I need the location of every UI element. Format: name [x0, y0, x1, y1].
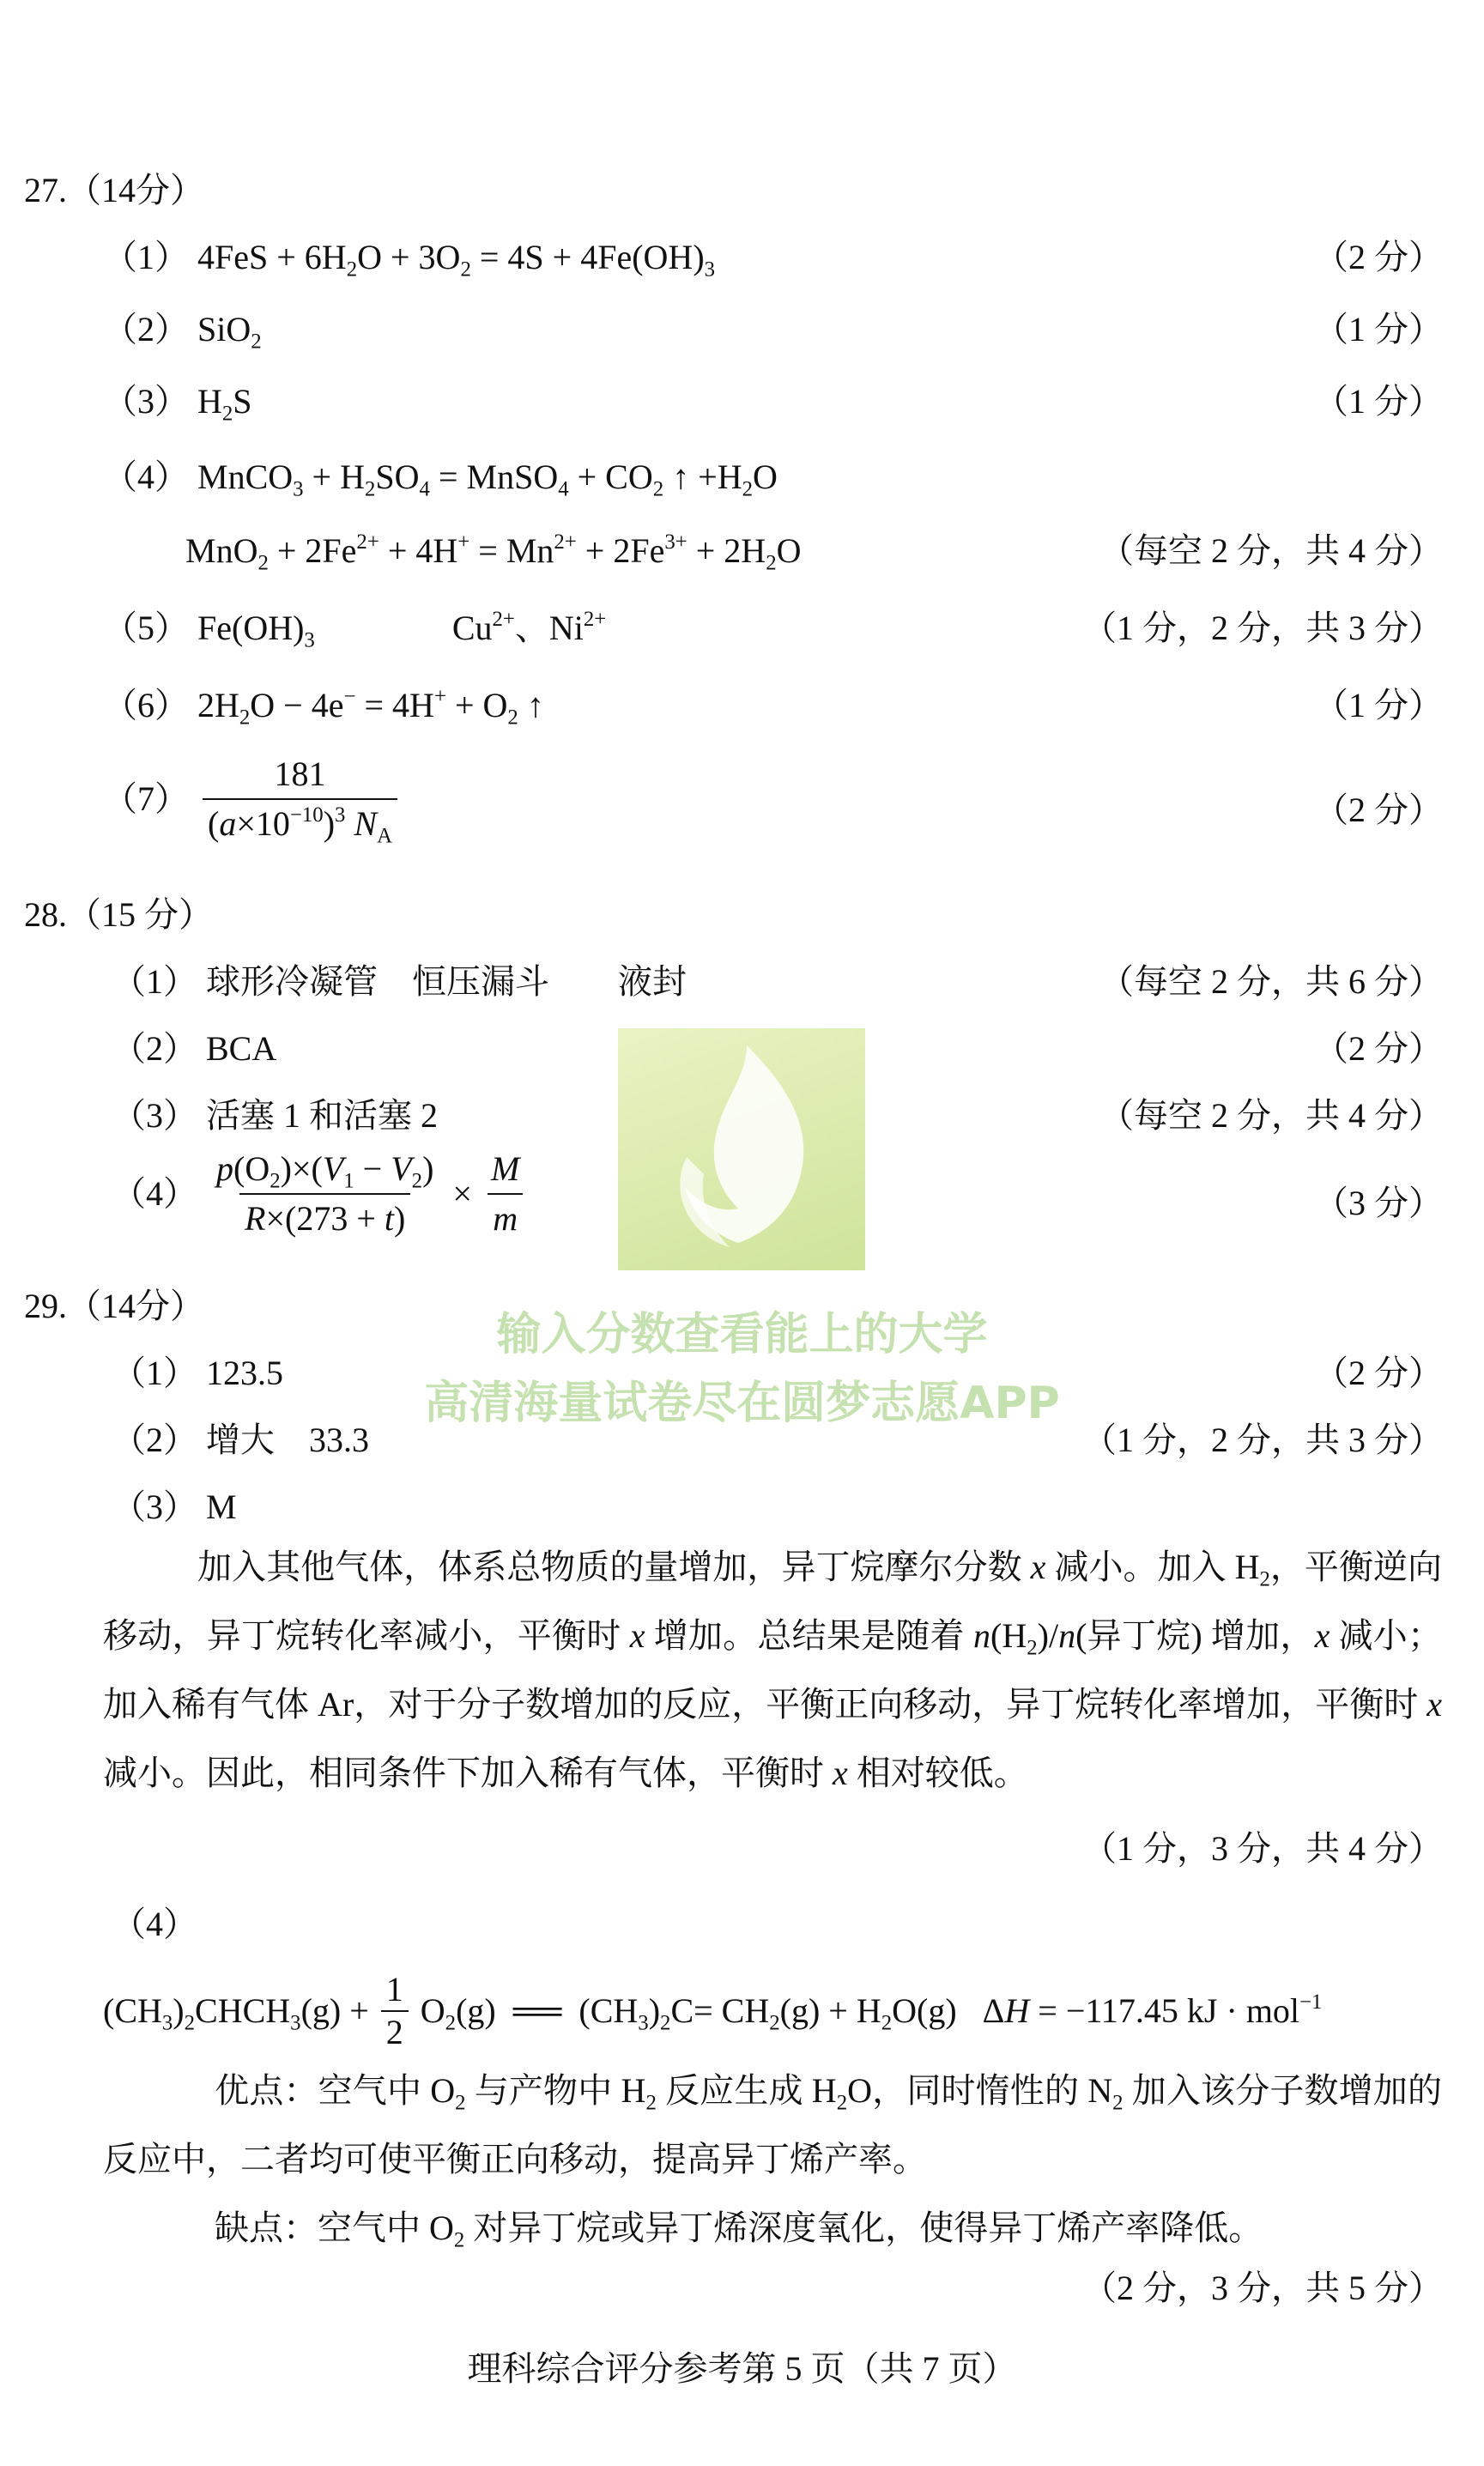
- q29-item-3-label: （3）: [112, 1487, 197, 1526]
- q29-item-2: [112, 1421, 369, 1459]
- watermark-line-1: 输入分数查看能上的大学: [496, 1309, 988, 1360]
- q28-item-3-label: （3）: [112, 1096, 197, 1135]
- q27-item-4-points: （每空 2 分，共 4 分）: [1099, 531, 1443, 570]
- q29-item-1-answer: 123.5: [206, 1354, 283, 1392]
- q28-item-4-fraction-2: $\frac{M}{m}$: [486, 1150, 524, 1238]
- q27-item-3-answer: $H_2S$: [197, 382, 252, 426]
- q27-item-4-equation-2: $MnO_2 + 2Fe^{2+} + 4H^+ = Mn^{2+} + 2Fe^{3+} + 2H_2O$: [185, 530, 802, 575]
- watermark-line-2: 高清海量试卷尽在圆梦志愿APP: [424, 1378, 1060, 1429]
- q29-item-3-points: （1 分，3 分，共 4 分）: [1082, 1829, 1443, 1868]
- q27-item-5: [103, 607, 607, 652]
- q28-item-4-fraction-1: $\frac{p(O_2)\times(V_1 - V_2)}{R\times(273 + t)}$: [216, 1149, 434, 1238]
- q28-item-1-answer: 球形冷凝管 恒压漏斗 液封: [206, 962, 687, 1001]
- q27-item-5-points: （1 分，2 分，共 3 分）: [1082, 609, 1443, 647]
- q28-item-3: [112, 1097, 438, 1135]
- q29-item-2-answer: 增大 33.3: [206, 1421, 369, 1459]
- q28-item-3-points: （每空 2 分，共 4 分）: [1099, 1096, 1443, 1135]
- page-footer: 理科综合评分参考第 5 页（共 7 页）: [467, 2349, 1017, 2388]
- q27-item-4-label: （4）: [103, 457, 189, 496]
- q29-header: 29.（14分）: [24, 1287, 204, 1325]
- q28-item-1-points: （每空 2 分，共 6 分）: [1099, 962, 1443, 1001]
- q27-item-1-points: （2 分）: [1314, 238, 1443, 276]
- q27-item-2-points: （1 分）: [1314, 310, 1443, 348]
- q29-item-4-disadvantage: 缺点：空气中 $O_2$ 对异丁烷或异丁烯深度氧化，使得异丁烯产率降低。: [215, 2208, 1263, 2252]
- q27-item-3-points: （1 分）: [1314, 382, 1443, 421]
- q29-item-2-label: （2）: [112, 1421, 197, 1459]
- q27-item-1: [103, 238, 716, 282]
- q27-item-5-label: （5）: [103, 609, 189, 647]
- watermark-logo: [618, 1028, 865, 1270]
- q27-item-1-label: （1）: [103, 238, 189, 276]
- q28-item-4: （4） $\frac{p(O_2)\times(V_1 - V_2)}{R\times(273 + t)}$ × $\frac{M}{m}$: [112, 1150, 530, 1238]
- q28-item-4-label: （4）: [112, 1174, 197, 1213]
- q28-item-3-answer-a: 活塞 1 和活塞 2: [206, 1096, 438, 1135]
- q28-item-2-answer: BCA: [206, 1029, 277, 1068]
- q27-header: 27.（14分）: [24, 171, 204, 209]
- q27-item-6: [103, 684, 544, 730]
- q27-item-7: [103, 754, 403, 848]
- q29-item-1: [112, 1354, 283, 1392]
- q29-item-1-label: （1）: [112, 1354, 197, 1392]
- q27-item-2-answer: SiO$_2$: [197, 310, 262, 354]
- q27-item-2-label: （2）: [103, 310, 189, 348]
- q27-item-4-equation-1: MnCO$_3$ + $H_2SO_4$ = MnSO$_4$ + $CO_2$ ↑ $+H_2O$: [197, 457, 778, 501]
- q28-item-2-label: （2）: [112, 1029, 197, 1068]
- q29-item-2-points: （1 分，2 分，共 3 分）: [1082, 1421, 1443, 1459]
- q29-item-3: [112, 1488, 237, 1526]
- q28-item-2-points: （2 分）: [1314, 1029, 1443, 1068]
- q27-item-3-label: （3）: [103, 382, 189, 421]
- q29-item-4-equation: $(CH_3)_2CHCH_3(g)$ + $\frac{1}{2}$ $O_2(g)$ ══ $(CH_3)_2C= CH_2(g) + H_2O(g) \Delta H = -117.45$ kJ · mol$^{-1}$: [103, 1970, 1323, 2051]
- q27-item-1-equation: $4FeS + 6H_2O + 3O_2 = 4S + 4Fe(OH)_3$: [197, 238, 716, 282]
- q27-item-5-answer-a: $Fe(OH)_3$: [197, 609, 315, 652]
- q29-item-4-advantage: 优点：空气中 $O_2$ 与产物中 $H_2$ 反应生成 $H_2O$，同时惰性的 $N_2$ 加入该分子数增加的反应中，二者均可使平衡正向移动，提高异丁烯产率。: [103, 2071, 1443, 2178]
- q29-item-4-label: （4）: [112, 1905, 197, 1943]
- q27-item-5-answer-b: $Cu^{2+}$、$Ni^{2+}$: [451, 607, 607, 647]
- q27-item-7-points: （2 分）: [1314, 791, 1443, 829]
- q29-item-3-answer: M: [206, 1487, 237, 1526]
- q27-item-4: [103, 457, 778, 501]
- q27-item-6-equation: $2H_2O - 4e^- = 4H^+ + O_2$ ↑: [197, 684, 544, 730]
- q29-item-3-explanation: 加入其他气体，体系总物质的量增加，异丁烷摩尔分数 x 减小。加入 $H_2$，平衡逆向移动，异丁烷转化率减小，平衡时 x 增加。总结果是随着 $n(H_2)/n$(异丁烷) 增加，x 减小；加入稀有气体 Ar，对于分子数增加的反应，平衡正向移动，异丁烷转化率增加，平衡时 x 减小。因此，相同条件下加入稀有气体，平衡时 x 相对较低。: [103, 1548, 1443, 1792]
- q27-item-7-fraction: [203, 754, 397, 848]
- q27-item-6-label: （6）: [103, 686, 189, 724]
- q27-item-6-points: （1 分）: [1314, 686, 1443, 724]
- q27-item-7-numerator: 181: [274, 754, 326, 793]
- q28-item-2: [112, 1030, 276, 1068]
- q28-item-4-points: （3 分）: [1314, 1184, 1443, 1222]
- q29-item-4-points: （2 分，3 分，共 5 分）: [1082, 2269, 1443, 2307]
- q27-item-3: [103, 382, 252, 426]
- q27-item-7-denominator: $(a\times 10^{-10})^3$ $N_A$: [203, 798, 397, 843]
- q29-item-1-points: （2 分）: [1314, 1354, 1443, 1392]
- q28-header: 28.（15 分）: [24, 895, 213, 934]
- q28-item-1-label: （1）: [112, 962, 197, 1001]
- q27-item-2: [103, 310, 262, 354]
- q28-item-1: [112, 963, 687, 1001]
- q27-item-7-label: （7）: [103, 779, 189, 818]
